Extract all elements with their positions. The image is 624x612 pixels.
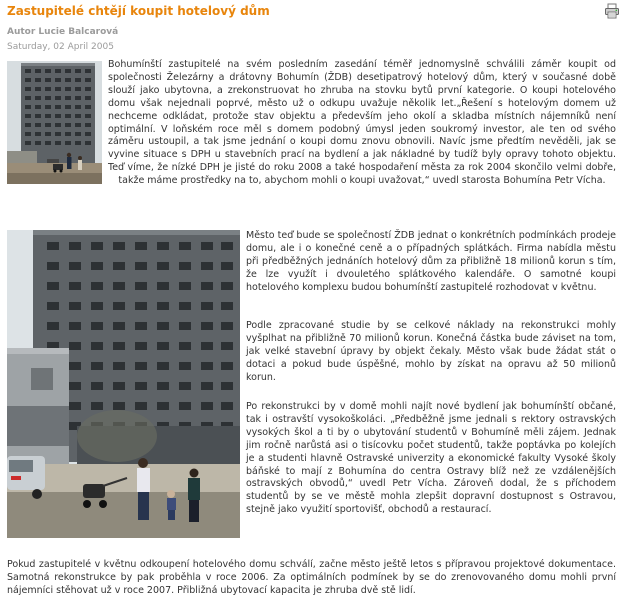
article-author: Autor Lucie Balcarová — [7, 27, 119, 37]
article-paragraph-1: Bohumínští zastupitelé na svém posledním zasedání téměř jednomyslně schválili záměr koupit od společnosti Železárny a drátovny Bohumín (ŽDB) desetipatrový hotelový dům, který v současné době slouží jako ubytovna, a zrekonstruovat ho zhruba na stovku bytů první kategorie. O koupi hotelového domu však nejednali poprvé, město už o odkupu uvažuje několik let.„Řešení s hotelovým domem už nechceme odkládat, protože stav objektu a především jeho okolí a skladba místních nájemníků není optimální. V loňském roce měl s domem podobný úmysl jeden soukromý investor, ale ten od svého záměru ustoupil, a tak jsme jednání o koupi domu znovu obnovili. Navíc jsme předtím nevěděli, jak se vyvine situace s DPH u stavebních prací na bydlení a jak nákladné by tudíž byly opravy tohoto objektu. Teď víme, že nízké DPH je jisté do roku 2008 a také hospodaření města za rok 2004 skončilo velmi dobře, takže máme prostředky na to, abychom mohli o koupi uvažovat,“ uvedl starosta Bohumína Petr Vícha. — [108, 59, 616, 187]
article-paragraph-3: Podle zpracované studie by se celkové náklady na rekonstrukci mohly vyšplhat na přibližně 70 milionů korun. Konečná částka bude záviset na tom, jak velké stavební úpravy by objekt čekaly. Město však bude žádat stát o dotaci a pokud bude úspěšné, mohlo by získat na opravu až 50 milionů korun. — [246, 320, 616, 383]
hotel-building-photo-large — [7, 230, 240, 538]
article-title: Zastupitelé chtějí koupit hotelový dům — [7, 4, 270, 18]
article-paragraph-5: Pokud zastupitelé v květnu odkoupení hotelového domu schválí, začne město ještě letos s přípravou projektové dokumentace. Samotná rekonstrukce by pak proběhla v roce 2006. Za optimálních podmínek by se do zrenovovaného domu mohli první nájemníci stěhovat už v roce 2007. Přibližná ubytovací kapacita je zhruba dvě stě lidí. — [7, 559, 616, 596]
article-paragraph-4: Po rekonstrukci by v domě mohli najít nové bydlení jak bohumínští občané, tak i ostravští vysokoškoláci. „Předběžně jsme jednali s rektory ostravských vysokých škol a ti by o ubytování studentů v Bohumíně měli zájem. Jednak jim ročně narůstá asi o tisícovku počet studentů, takže poptávka po kolejích je a studenti hlavně Ostravské univerzity a ekonomické fakulty Vysoké školy báňské to mají z Bohumína do centra Ostravy blíž než ze vzdálenějších ostravských obvodů,“ uvedl Petr Vícha. Zároveň dodal, že s příchodem studentů by se ve městě mohla zlepšit dopravní dostupnost s Ostravou, stejně jako využití sportovišť, obchodů a restaurací. — [246, 401, 616, 516]
print-icon[interactable] — [604, 3, 620, 19]
hotel-building-photo-small — [7, 61, 102, 184]
article-paragraph-2: Město teď bude se společností ŽDB jednat o konkrétních podmínkách prodeje domu, ale i o konečné ceně a o případných splátkách. Firma nabídla městu při předběžných jednáních hotelový dům za přibližně 18 milionů korun s tím, že lze využít i dvouletého splátkového kalendáře. O samotné koupi hotelového komplexu budou bohumínští zastupitelé rozhodovat v květnu. — [246, 230, 616, 293]
article-date: Saturday, 02 April 2005 — [7, 42, 114, 52]
